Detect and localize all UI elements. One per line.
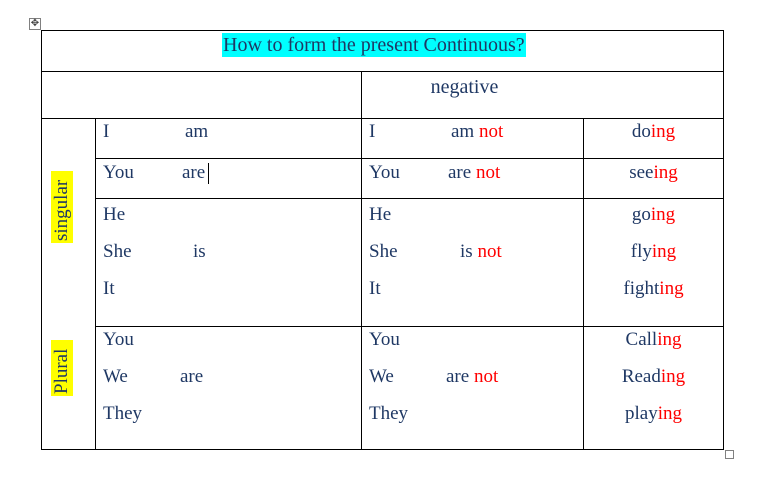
text-cursor bbox=[208, 163, 209, 184]
pronoun: I bbox=[103, 121, 110, 142]
ing-form bbox=[584, 241, 723, 263]
move-icon: ✥ bbox=[30, 18, 40, 29]
table-rule bbox=[95, 326, 724, 327]
verb-be[interactable]: are bbox=[182, 162, 206, 183]
label-singular: singular bbox=[51, 171, 73, 243]
ing-form bbox=[584, 278, 723, 300]
verb-be: are bbox=[180, 366, 204, 387]
pronoun: I bbox=[369, 121, 376, 142]
not-word: not bbox=[473, 366, 499, 387]
table-rule bbox=[95, 198, 724, 199]
table-rule bbox=[41, 71, 724, 72]
ing-stem: Call bbox=[625, 329, 658, 350]
ing-stem: fly bbox=[630, 241, 652, 262]
ing-form bbox=[584, 366, 723, 388]
ing-form bbox=[584, 121, 723, 143]
ing-suffix: ing bbox=[650, 121, 676, 142]
label-plural: Plural bbox=[51, 340, 73, 396]
neg-verb bbox=[460, 241, 502, 263]
table-border-bottom bbox=[41, 449, 724, 450]
verb-be: am bbox=[451, 121, 475, 142]
table-border-right bbox=[723, 30, 724, 450]
pronoun: You bbox=[369, 162, 400, 183]
table-rule bbox=[41, 118, 724, 119]
table-rule bbox=[95, 118, 96, 450]
ing-stem: Read bbox=[621, 366, 661, 387]
header-negative: negative bbox=[430, 76, 499, 98]
neg-verb bbox=[448, 162, 500, 184]
ing-suffix: ing bbox=[660, 366, 686, 387]
pronoun: She bbox=[103, 241, 132, 262]
pronoun: He bbox=[369, 204, 392, 225]
ing-suffix: ing bbox=[657, 403, 682, 424]
not-word: not bbox=[477, 241, 502, 262]
table-title: How to form the present Continuous? bbox=[223, 34, 525, 56]
ing-form bbox=[584, 329, 723, 351]
pronoun: You bbox=[103, 329, 134, 350]
ing-suffix: ing bbox=[657, 329, 682, 350]
verb-be: am bbox=[185, 121, 209, 142]
pronoun: They bbox=[103, 403, 143, 424]
ing-suffix: ing bbox=[651, 241, 677, 262]
neg-verb bbox=[451, 121, 503, 143]
ing-stem: go bbox=[631, 204, 651, 225]
pronoun: We bbox=[103, 366, 128, 387]
verb-be: are bbox=[448, 162, 472, 183]
table-border-top bbox=[41, 30, 724, 31]
not-word: not bbox=[478, 121, 504, 142]
ing-form bbox=[584, 204, 723, 226]
pronoun: She bbox=[369, 241, 398, 262]
ing-form bbox=[584, 403, 723, 425]
pronoun: It bbox=[103, 278, 115, 299]
table-border-left bbox=[41, 30, 42, 450]
table-rule bbox=[361, 71, 362, 450]
pronoun: You bbox=[103, 162, 134, 183]
ing-stem: see bbox=[629, 162, 654, 183]
ing-stem: play bbox=[625, 403, 658, 424]
table-rule bbox=[95, 158, 724, 159]
ing-form bbox=[584, 162, 723, 184]
table-resize-handle[interactable] bbox=[725, 450, 734, 459]
ing-suffix: ing bbox=[659, 278, 684, 299]
pronoun: It bbox=[369, 278, 381, 299]
neg-verb bbox=[446, 366, 498, 388]
ing-stem: fight bbox=[623, 278, 660, 299]
verb-be: is bbox=[193, 241, 206, 262]
verb-be: is bbox=[460, 241, 473, 262]
pronoun: We bbox=[369, 366, 394, 387]
pronoun: They bbox=[369, 403, 409, 424]
ing-suffix: ing bbox=[653, 162, 678, 183]
pronoun: You bbox=[369, 329, 400, 350]
not-word: not bbox=[475, 162, 501, 183]
pronoun: He bbox=[103, 204, 126, 225]
ing-stem: do bbox=[631, 121, 651, 142]
ing-suffix: ing bbox=[650, 204, 676, 225]
verb-be: are bbox=[446, 366, 470, 387]
